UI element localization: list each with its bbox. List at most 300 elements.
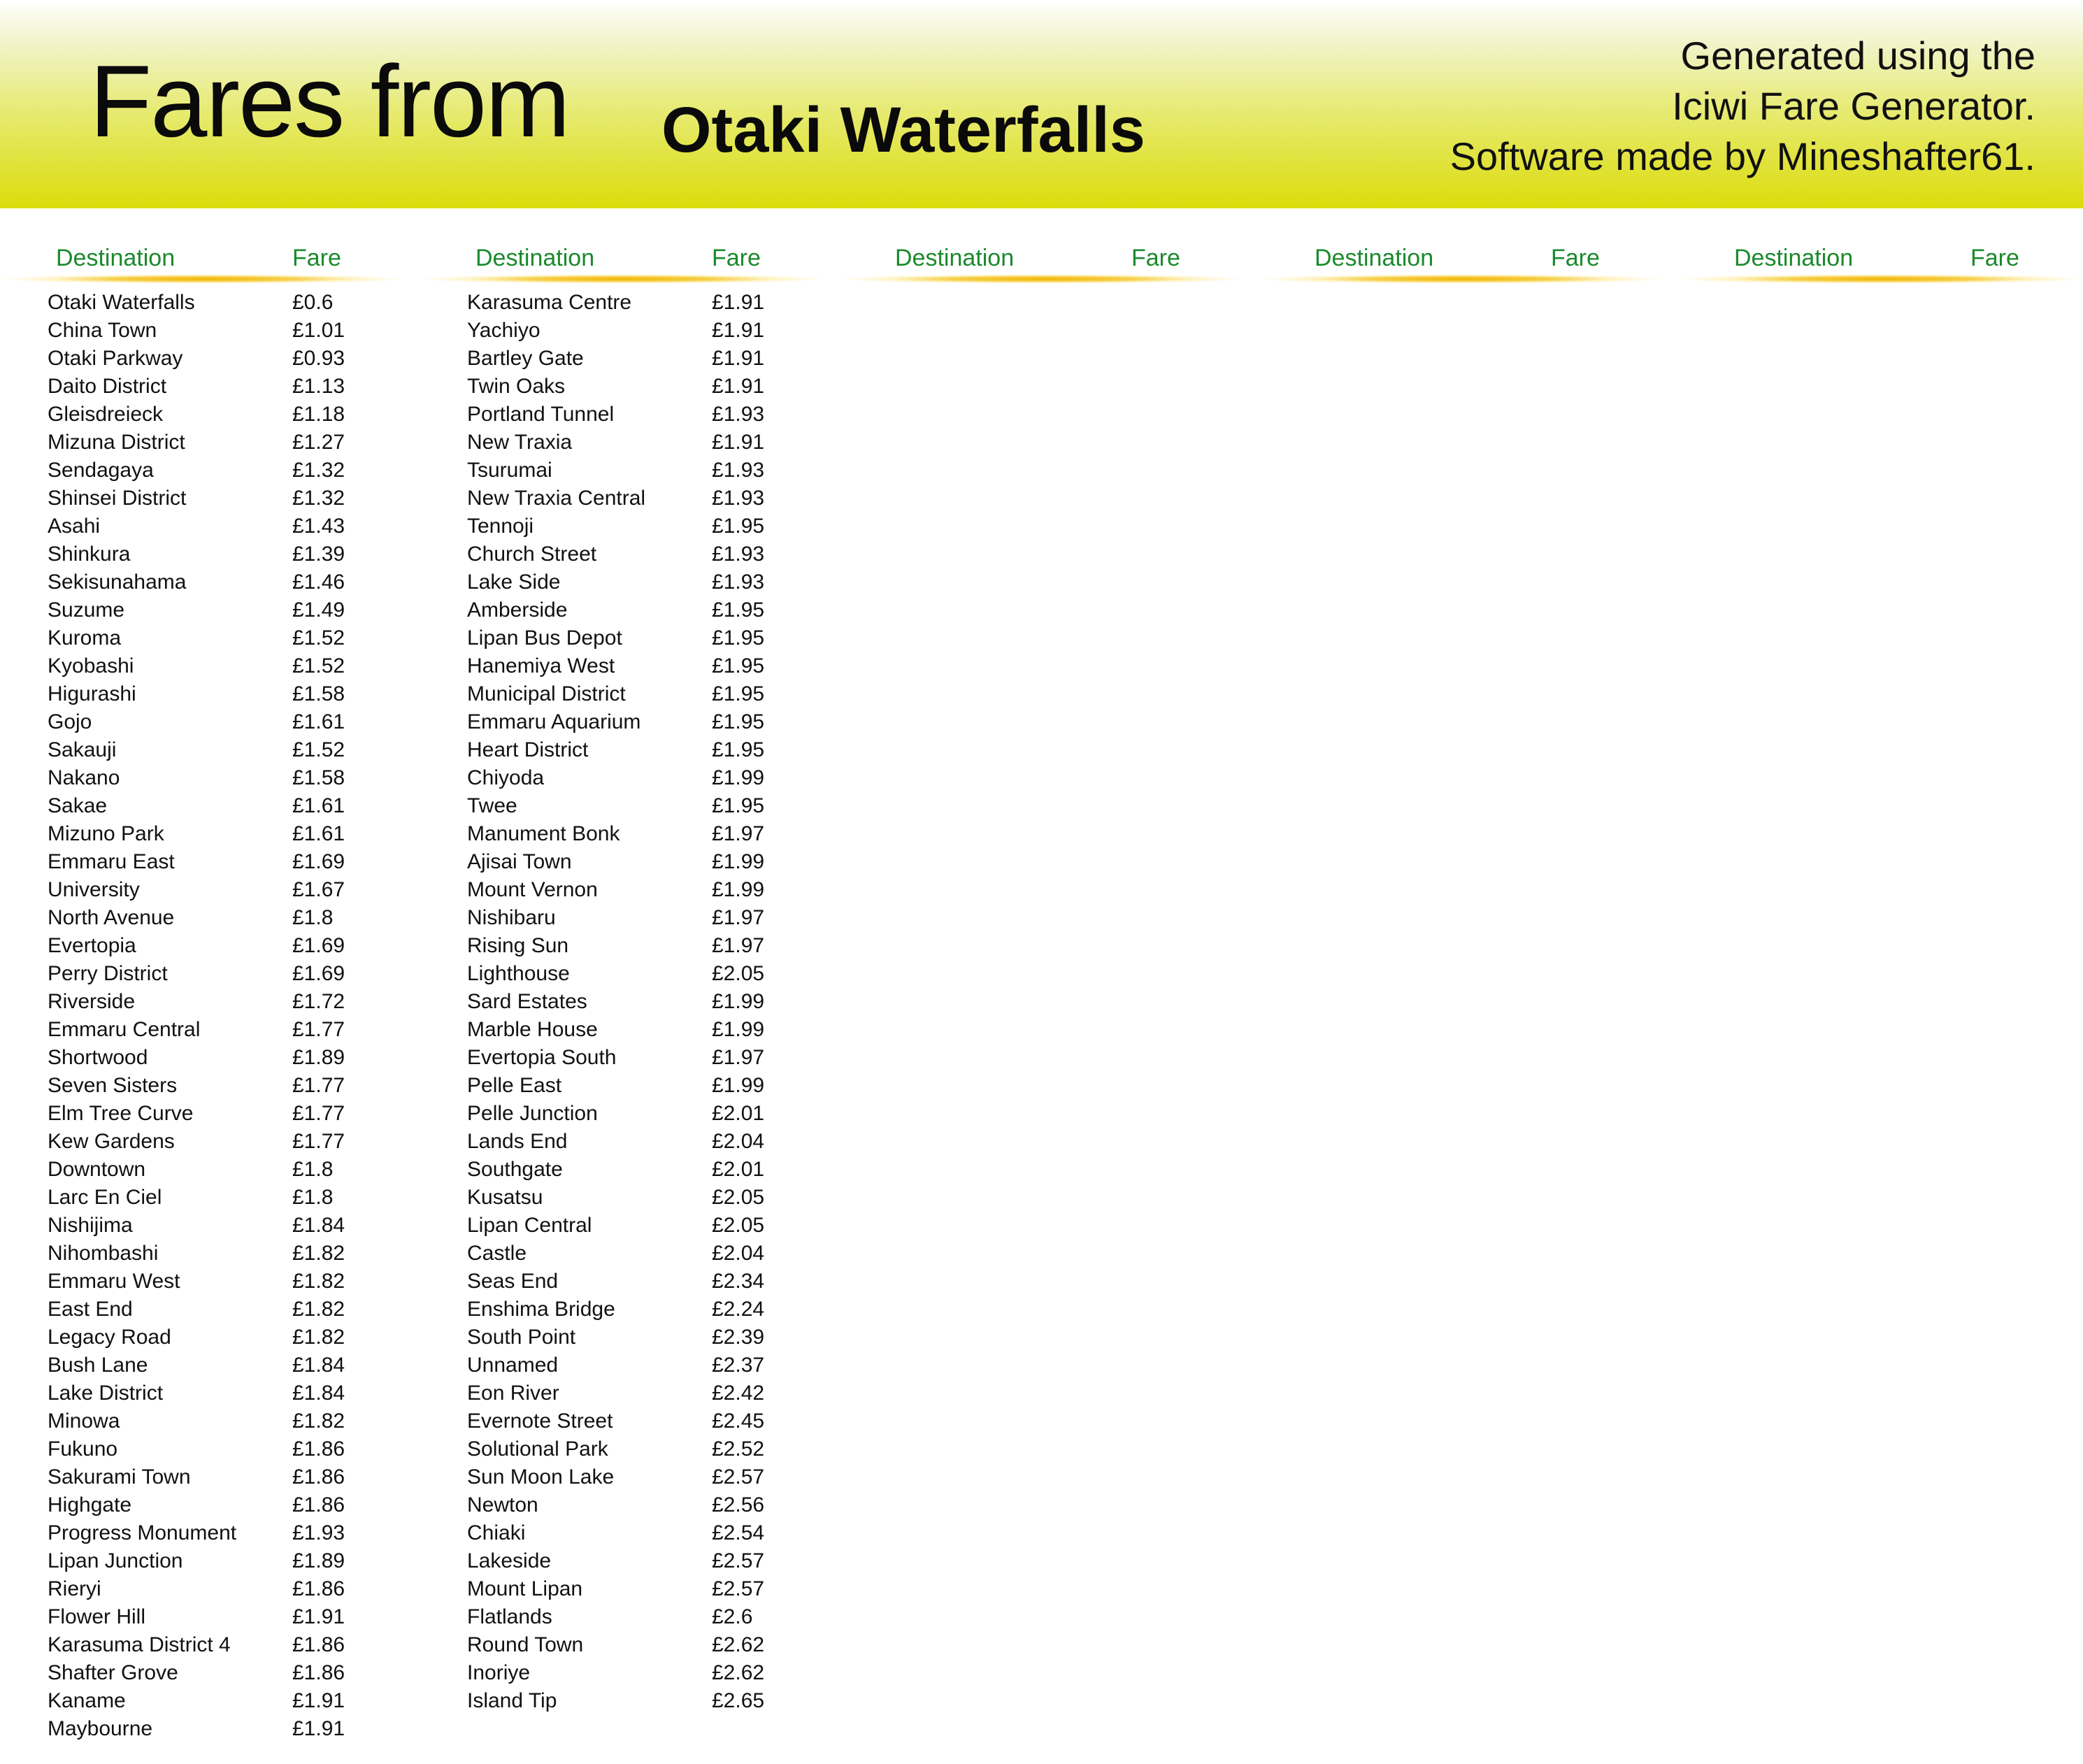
fare-row <box>420 1658 825 1686</box>
fare-value: £1.52 <box>292 626 345 650</box>
destination-name: Larc En Ciel <box>48 1186 162 1209</box>
fare-row <box>0 903 406 931</box>
destination-name: Emmaru East <box>48 850 175 873</box>
destination-name: New Traxia <box>467 431 573 454</box>
destination-header: Destination <box>1734 245 1854 271</box>
fare-header: Fare <box>712 245 761 271</box>
destination-name: Eon River <box>467 1382 559 1405</box>
fare-row <box>420 763 825 791</box>
column-divider <box>1678 274 2083 284</box>
fare-value: £1.93 <box>712 403 765 426</box>
destination-name: Sakauji <box>48 738 117 761</box>
fare-value: £1.99 <box>712 1018 765 1041</box>
fare-value: £2.39 <box>712 1326 765 1349</box>
destination-name: Downtown <box>48 1158 146 1181</box>
fare-value: £1.97 <box>712 934 765 957</box>
fare-row <box>420 1547 825 1575</box>
credit-line-1: Generated using the <box>1680 34 2035 78</box>
fare-row <box>420 708 825 736</box>
fare-value: £1.84 <box>292 1214 345 1237</box>
fare-row <box>0 484 406 512</box>
fare-row <box>0 1155 406 1183</box>
fare-value: £1.91 <box>292 1605 345 1628</box>
fare-row <box>0 959 406 987</box>
fare-row <box>0 1686 406 1714</box>
destination-name: North Avenue <box>48 906 175 929</box>
fare-value: £1.99 <box>712 766 765 789</box>
fare-value: £1.13 <box>292 375 345 398</box>
fare-row <box>0 624 406 652</box>
fare-value: £1.95 <box>712 682 765 705</box>
fare-row <box>0 1435 406 1463</box>
fare-row <box>420 1099 825 1127</box>
fare-value: £1.58 <box>292 766 345 789</box>
destination-name: Sakae <box>48 794 108 817</box>
fare-row <box>0 1630 406 1658</box>
fare-row <box>0 568 406 596</box>
fare-value: £1.91 <box>292 1717 345 1740</box>
destination-header: Destination <box>895 245 1015 271</box>
fare-value: £1.18 <box>292 403 345 426</box>
destination-name: Church Street <box>467 543 597 566</box>
destination-name: Tsurumai <box>467 459 552 482</box>
fare-row <box>420 1267 825 1295</box>
destination-name: Progress Monument <box>48 1521 237 1544</box>
fare-value: £1.82 <box>292 1410 345 1433</box>
destination-name: Chiyoda <box>467 766 545 789</box>
fare-value: £1.99 <box>712 990 765 1013</box>
column-divider <box>1259 274 1664 284</box>
fare-row <box>0 652 406 680</box>
fare-row <box>0 791 406 819</box>
fare-value: £1.52 <box>292 738 345 761</box>
fare-value: £2.04 <box>712 1130 765 1153</box>
fare-row <box>420 1183 825 1211</box>
fare-value: £1.27 <box>292 431 345 454</box>
fare-row <box>0 372 406 400</box>
fare-row <box>420 1463 825 1491</box>
fare-value: £1.95 <box>712 515 765 538</box>
fare-row <box>0 512 406 540</box>
destination-name: Lakeside <box>467 1549 552 1572</box>
fare-value: £1.97 <box>712 1046 765 1069</box>
fare-row <box>0 819 406 847</box>
fare-value: £1.8 <box>292 1186 334 1209</box>
fare-row <box>0 1239 406 1267</box>
destination-name: Nihombashi <box>48 1242 159 1265</box>
fare-value: £1.72 <box>292 990 345 1013</box>
destination-name: Rieryi <box>48 1577 101 1600</box>
fare-row <box>0 987 406 1015</box>
destination-name: Inoriye <box>467 1661 531 1684</box>
fare-value: £1.91 <box>292 1689 345 1712</box>
fare-value: £1.99 <box>712 878 765 901</box>
destination-name: Marble House <box>467 1018 598 1041</box>
fare-row <box>0 596 406 624</box>
fare-value: £2.05 <box>712 1186 765 1209</box>
fare-row <box>420 1630 825 1658</box>
fare-row <box>0 763 406 791</box>
fare-row <box>420 540 825 568</box>
destination-name: Mizuna District <box>48 431 185 454</box>
destination-name: Sendagaya <box>48 459 154 482</box>
fare-value: £1.82 <box>292 1242 345 1265</box>
fare-row <box>0 1547 406 1575</box>
destination-name: Shortwood <box>48 1046 148 1069</box>
destination-name: Evertopia <box>48 934 136 957</box>
generator-credit <box>1450 31 2035 182</box>
fare-header: Fare <box>1551 245 1600 271</box>
fare-value: £1.67 <box>292 878 345 901</box>
fare-header: Fare <box>292 245 341 271</box>
fare-row <box>0 1575 406 1602</box>
destination-name: East End <box>48 1298 133 1321</box>
fare-value: £1.97 <box>712 822 765 845</box>
fare-value: £1.91 <box>712 431 765 454</box>
fare-value: £2.42 <box>712 1382 765 1405</box>
fare-value: £0.6 <box>292 291 334 314</box>
destination-name: Round Town <box>467 1633 584 1656</box>
destination-name: Seas End <box>467 1270 559 1293</box>
destination-name: University <box>48 878 140 901</box>
fare-value: £1.82 <box>292 1270 345 1293</box>
fare-row <box>0 1295 406 1323</box>
destination-name: Legacy Road <box>48 1326 171 1349</box>
fare-value: £1.86 <box>292 1577 345 1600</box>
fare-value: £1.84 <box>292 1382 345 1405</box>
destination-name: Highgate <box>48 1493 132 1516</box>
destination-name: Sekisunahama <box>48 571 187 594</box>
fare-row <box>420 903 825 931</box>
fare-value: £2.05 <box>712 1214 765 1237</box>
destination-name: Emmaru West <box>48 1270 180 1293</box>
fare-value: £2.37 <box>712 1354 765 1377</box>
destination-name: Perry District <box>48 962 168 985</box>
fare-value: £2.01 <box>712 1102 765 1125</box>
fare-row <box>420 1015 825 1043</box>
destination-name: Gleisdreieck <box>48 403 164 426</box>
fare-row <box>420 1239 825 1267</box>
destination-name: Sun Moon Lake <box>467 1465 615 1489</box>
fare-value: £1.93 <box>712 571 765 594</box>
fare-row <box>0 1043 406 1071</box>
destination-name: New Traxia Central <box>467 487 646 510</box>
fare-row <box>420 959 825 987</box>
fare-row <box>420 624 825 652</box>
fare-row <box>0 1602 406 1630</box>
destination-name: Pelle East <box>467 1074 562 1097</box>
destination-name: Tennoji <box>467 515 534 538</box>
destination-name: Seven Sisters <box>48 1074 178 1097</box>
column-divider <box>0 274 406 284</box>
destination-name: Lake District <box>48 1382 164 1405</box>
fare-row <box>420 1295 825 1323</box>
destination-name: Portland Tunnel <box>467 403 615 426</box>
fare-value: £2.34 <box>712 1270 765 1293</box>
fare-value: £2.52 <box>712 1437 765 1461</box>
destination-name: Kaname <box>48 1689 126 1712</box>
destination-name: Maybourne <box>48 1717 153 1740</box>
fare-row <box>0 1267 406 1295</box>
fare-row <box>0 288 406 316</box>
fare-row <box>420 1519 825 1547</box>
fare-value: £1.77 <box>292 1102 345 1125</box>
fare-value: £2.57 <box>712 1549 765 1572</box>
fare-value: £1.93 <box>292 1521 345 1544</box>
fare-value: £1.49 <box>292 598 345 622</box>
fare-value: £2.56 <box>712 1493 765 1516</box>
destination-name: Nakano <box>48 766 120 789</box>
fare-value: £1.95 <box>712 794 765 817</box>
fare-value: £0.93 <box>292 347 345 370</box>
fare-row <box>420 1043 825 1071</box>
fare-value: £2.01 <box>712 1158 765 1181</box>
fare-value: £1.58 <box>292 682 345 705</box>
fare-row <box>0 1071 406 1099</box>
fare-value: £1.8 <box>292 906 334 929</box>
destination-name: Lipan Bus Depot <box>467 626 622 650</box>
destination-name: Chiaki <box>467 1521 526 1544</box>
destination-name: Riverside <box>48 990 136 1013</box>
fare-list <box>420 288 825 1714</box>
destination-name: Emmaru Aquarium <box>467 710 641 733</box>
destination-name: Kyobashi <box>48 654 134 677</box>
fare-value: £1.01 <box>292 319 345 342</box>
fare-value: £1.95 <box>712 738 765 761</box>
fare-value: £1.69 <box>292 934 345 957</box>
fare-value: £1.86 <box>292 1437 345 1461</box>
fare-row <box>420 596 825 624</box>
destination-name: Twee <box>467 794 517 817</box>
fare-value: £1.77 <box>292 1130 345 1153</box>
fare-row <box>420 372 825 400</box>
fare-header: Fare <box>1970 245 2019 271</box>
destination-name: Castle <box>467 1242 527 1265</box>
fare-value: £2.62 <box>712 1661 765 1684</box>
destination-header: Destination <box>475 245 595 271</box>
destination-name: Lipan Central <box>467 1214 592 1237</box>
fare-row <box>420 875 825 903</box>
column-divider <box>839 274 1245 284</box>
fare-value: £2.04 <box>712 1242 765 1265</box>
destination-name: Evernote Street <box>467 1410 613 1433</box>
fare-row <box>0 428 406 456</box>
destination-name: Lands End <box>467 1130 568 1153</box>
column-header <box>839 238 1245 281</box>
fare-value: £2.6 <box>712 1605 753 1628</box>
fare-row <box>420 987 825 1015</box>
destination-name: Lipan Junction <box>48 1549 183 1572</box>
fare-row <box>420 1379 825 1407</box>
fare-value: £1.8 <box>292 1158 334 1181</box>
destination-name: Nishibaru <box>467 906 556 929</box>
fare-value: £2.45 <box>712 1410 765 1433</box>
fare-row <box>0 1379 406 1407</box>
fare-value: £1.93 <box>712 543 765 566</box>
destination-name: Otaki Waterfalls <box>48 291 195 314</box>
fare-column-4 <box>1259 238 1664 281</box>
destination-name: Enshima Bridge <box>467 1298 615 1321</box>
destination-name: South Point <box>467 1326 576 1349</box>
fare-value: £1.82 <box>292 1326 345 1349</box>
fare-row <box>0 1323 406 1351</box>
fare-value: £1.61 <box>292 710 345 733</box>
fare-column-2 <box>420 238 825 1712</box>
fare-row <box>420 484 825 512</box>
destination-name: Sakurami Town <box>48 1465 191 1489</box>
destination-header: Destination <box>1315 245 1434 271</box>
fare-value: £1.97 <box>712 906 765 929</box>
fare-row <box>420 791 825 819</box>
fare-value: £1.89 <box>292 1549 345 1572</box>
page-title: Fares from <box>90 44 569 158</box>
credit-line-2: Iciwi Fare Generator. <box>1672 84 2035 128</box>
page-header <box>0 0 2083 208</box>
fare-row <box>420 288 825 316</box>
fare-column-1 <box>0 238 406 1740</box>
destination-name: Newton <box>467 1493 538 1516</box>
destination-name: Solutional Park <box>467 1437 608 1461</box>
fare-value: £2.57 <box>712 1465 765 1489</box>
fare-row <box>0 540 406 568</box>
fare-value: £1.43 <box>292 515 345 538</box>
fare-value: £1.52 <box>292 654 345 677</box>
fare-value: £1.61 <box>292 822 345 845</box>
fare-value: £2.65 <box>712 1689 765 1712</box>
destination-name: Emmaru Central <box>48 1018 201 1041</box>
fare-row <box>0 1183 406 1211</box>
destination-name: Mount Vernon <box>467 878 598 901</box>
fare-column-3 <box>839 238 1245 281</box>
destination-name: Ajisai Town <box>467 850 572 873</box>
destination-name: Evertopia South <box>467 1046 617 1069</box>
fare-row <box>420 1407 825 1435</box>
destination-name: Amberside <box>467 598 568 622</box>
fare-value: £1.91 <box>712 347 765 370</box>
fare-row <box>420 1435 825 1463</box>
fare-row <box>0 736 406 763</box>
fare-value: £2.62 <box>712 1633 765 1656</box>
fare-row <box>0 708 406 736</box>
column-header <box>1259 238 1664 281</box>
destination-name: Kew Gardens <box>48 1130 175 1153</box>
destination-name: Manument Bonk <box>467 822 620 845</box>
fare-value: £1.93 <box>712 487 765 510</box>
destination-name: Elm Tree Curve <box>48 1102 194 1125</box>
destination-name: Rising Sun <box>467 934 569 957</box>
destination-name: Higurashi <box>48 682 136 705</box>
fare-value: £1.91 <box>712 291 765 314</box>
destination-name: Mount Lipan <box>467 1577 583 1600</box>
fare-value: £1.89 <box>292 1046 345 1069</box>
fare-value: £1.84 <box>292 1354 345 1377</box>
fare-value: £1.93 <box>712 459 765 482</box>
fare-row <box>420 428 825 456</box>
destination-name: Asahi <box>48 515 101 538</box>
fare-value: £1.95 <box>712 710 765 733</box>
fare-value: £1.77 <box>292 1018 345 1041</box>
column-header <box>0 238 406 281</box>
destination-name: Heart District <box>467 738 589 761</box>
destination-name: Bartley Gate <box>467 347 584 370</box>
destination-name: Otaki Parkway <box>48 347 183 370</box>
fare-row <box>420 400 825 428</box>
fare-value: £1.46 <box>292 571 345 594</box>
fare-list <box>0 288 406 1742</box>
fare-row <box>420 1491 825 1519</box>
destination-name: Flower Hill <box>48 1605 146 1628</box>
fare-row <box>0 316 406 344</box>
destination-name: Lighthouse <box>467 962 570 985</box>
fare-row <box>420 736 825 763</box>
fare-value: £1.99 <box>712 1074 765 1097</box>
fare-value: £1.86 <box>292 1661 345 1684</box>
destination-name: Suzume <box>48 598 125 622</box>
fare-row <box>0 1714 406 1742</box>
fare-value: £2.57 <box>712 1577 765 1600</box>
destination-name: Daito District <box>48 375 167 398</box>
fare-row <box>0 847 406 875</box>
fare-row <box>0 1463 406 1491</box>
destination-name: Gojo <box>48 710 92 733</box>
fare-row <box>0 456 406 484</box>
destination-header: Destination <box>56 245 176 271</box>
destination-name: China Town <box>48 319 157 342</box>
fare-value: £1.69 <box>292 850 345 873</box>
fare-row <box>420 1686 825 1714</box>
fare-value: £1.39 <box>292 543 345 566</box>
fare-row <box>0 344 406 372</box>
destination-name: Island Tip <box>467 1689 557 1712</box>
fare-value: £1.82 <box>292 1298 345 1321</box>
fare-value: £2.54 <box>712 1521 765 1544</box>
destination-name: Kuroma <box>48 626 122 650</box>
column-header <box>1678 238 2083 281</box>
fare-row <box>420 456 825 484</box>
destination-name: Unnamed <box>467 1354 559 1377</box>
fare-row <box>0 875 406 903</box>
column-header <box>420 238 825 281</box>
fare-row <box>0 1211 406 1239</box>
destination-name: Yachiyo <box>467 319 541 342</box>
destination-name: Kusatsu <box>467 1186 543 1209</box>
destination-name: Shinsei District <box>48 487 187 510</box>
fare-row <box>420 1155 825 1183</box>
fare-value: £1.91 <box>712 319 765 342</box>
fare-row <box>420 1575 825 1602</box>
origin-station-name: Otaki Waterfalls <box>661 94 1145 166</box>
fare-row <box>0 1127 406 1155</box>
destination-name: Lake Side <box>467 571 561 594</box>
fare-value: £1.32 <box>292 487 345 510</box>
fare-row <box>420 316 825 344</box>
fare-header: Fare <box>1131 245 1180 271</box>
fare-row <box>420 652 825 680</box>
destination-name: Shinkura <box>48 543 131 566</box>
destination-name: Twin Oaks <box>467 375 566 398</box>
fare-row <box>420 1071 825 1099</box>
fare-row <box>420 680 825 708</box>
fare-row <box>420 1127 825 1155</box>
destination-name: Pelle Junction <box>467 1102 598 1125</box>
fare-row <box>0 931 406 959</box>
fare-row <box>420 344 825 372</box>
credit-line-3: Software made by Mineshafter61. <box>1449 134 2035 178</box>
fare-row <box>0 1491 406 1519</box>
destination-name: Nishijima <box>48 1214 133 1237</box>
fare-row <box>420 512 825 540</box>
destination-name: Hanemiya West <box>467 654 615 677</box>
